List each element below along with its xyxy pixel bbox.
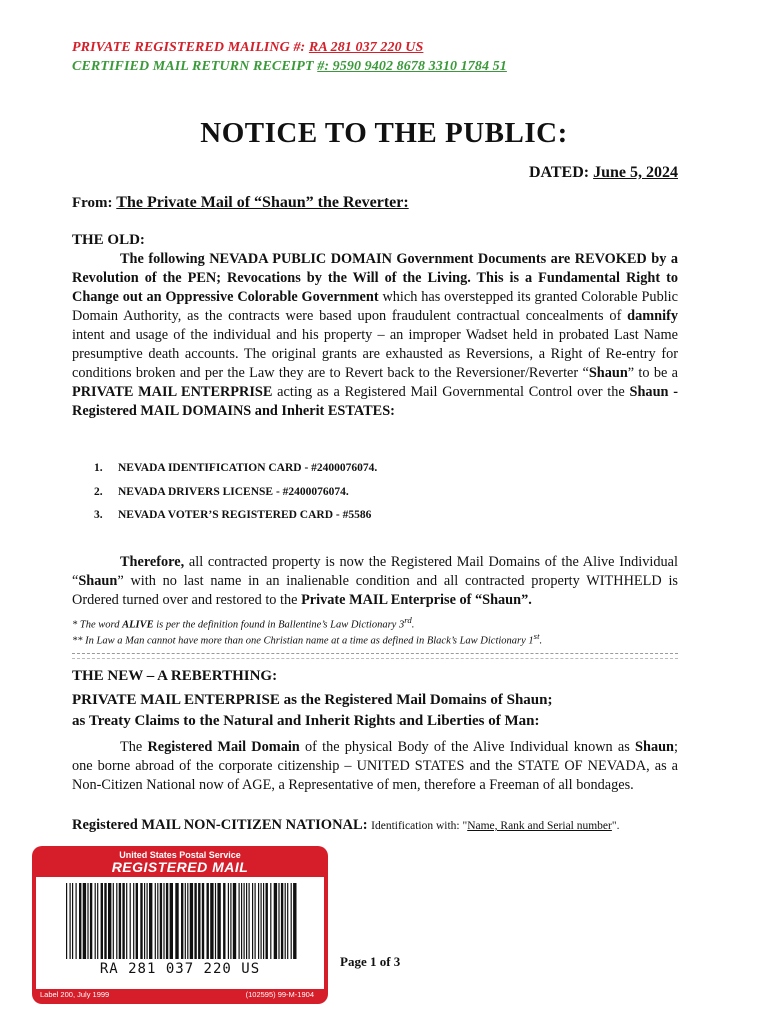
barcode-bar bbox=[122, 883, 124, 959]
old-paragraph-bold: The following NEVADA PUBLIC DOMAIN Government Documents are REVOKED by a Revolution of the PEN; Revocations by the Will of the Living. This is a Fundamental Right to Change out an Oppressive Colorable Government bbox=[72, 251, 678, 305]
barcode-bar bbox=[252, 883, 253, 959]
barcode-bar bbox=[244, 883, 245, 959]
old-paragraph-text-a: which has overstepped its granted Colorable Public Domain Authority, as the contracts were based upon fraudulent contractual concealments of bbox=[72, 289, 679, 324]
therefore-shaun: Shaun bbox=[78, 573, 118, 589]
barcode-bar bbox=[194, 883, 196, 959]
old-heading: THE OLD: bbox=[72, 232, 145, 248]
barcode-bar bbox=[266, 883, 268, 959]
barcode-bar bbox=[190, 883, 193, 959]
old-paragraph-text-d: acting as a Registered Mail Governmental Control over the bbox=[272, 384, 630, 400]
barcode-bar bbox=[101, 883, 103, 959]
barcode-bar bbox=[175, 883, 178, 959]
barcode-bar bbox=[261, 883, 262, 959]
barcode-bar bbox=[166, 883, 168, 959]
label-form-number: Label 200, July 1999 bbox=[40, 990, 110, 999]
barcode-bar bbox=[274, 883, 277, 959]
barcode-bar bbox=[287, 883, 288, 959]
barcode-bar bbox=[185, 883, 186, 959]
barcode-bar bbox=[210, 883, 213, 959]
barcode-bar bbox=[70, 883, 71, 959]
new-paragraph-text-c: ; one borne abroad of the corporate citizenship – UNITED STATES and the STATE OF NEVADA, as a Non-Citizen National now of AGE, a Representative of men, therefore a Freeman of all bondages. bbox=[72, 739, 678, 793]
barcode-bar bbox=[108, 883, 111, 959]
barcode-bar bbox=[147, 883, 148, 959]
barcode-bar bbox=[104, 883, 106, 959]
barcode-bar bbox=[72, 883, 73, 959]
barcode-bar bbox=[140, 883, 142, 959]
barcode-bar bbox=[239, 883, 240, 959]
barcode-bar bbox=[87, 883, 88, 959]
barcode-bar bbox=[181, 883, 183, 959]
registered-mail-label-title: REGISTERED MAIL bbox=[111, 859, 249, 875]
barcode-bar bbox=[215, 883, 216, 959]
barcode-bar bbox=[263, 883, 264, 959]
page-title: NOTICE TO THE PUBLIC: bbox=[200, 117, 568, 149]
list-item-number: 1. bbox=[94, 462, 103, 474]
barcode-bar bbox=[79, 883, 81, 959]
label-stock-number: (102595) 99-M-1904 bbox=[245, 990, 314, 999]
list-item-number: 2. bbox=[94, 485, 103, 498]
list-item bbox=[94, 486, 377, 510]
registered-mail-id-text: Identification with: " bbox=[371, 820, 468, 832]
old-paragraph-text-b: intent and usage of the individual and his property – an improper Wadset held in probated Last Name presumptive death accounts. The original grants are exhausted as Reversions, a Right of Re-entry for conditions broken and per the Law they are to Revert back to the Reversioner/Reverter “ bbox=[72, 327, 678, 381]
barcode-bar bbox=[113, 883, 114, 959]
list-item-text: NEVADA DRIVERS LICENSE - #2400076074. bbox=[118, 485, 349, 498]
barcode-bar bbox=[97, 883, 98, 959]
barcode-bar bbox=[207, 883, 209, 959]
dated-line bbox=[529, 164, 678, 182]
barcode-bar bbox=[83, 883, 86, 959]
from-name: The Private Mail of “Shaun” the Reverter: bbox=[116, 194, 409, 211]
certified-mail-line bbox=[72, 59, 507, 75]
barcode-bar bbox=[187, 883, 188, 959]
therefore-enterprise: Private MAIL Enterprise of “Shaun”. bbox=[301, 592, 532, 608]
therefore-text-a: all contracted property is now the Registered Mail Domains of the Alive Individual “ bbox=[72, 554, 678, 589]
barcode bbox=[66, 883, 298, 959]
registered-mail-identification bbox=[72, 817, 619, 834]
registered-mailing-label: PRIVATE REGISTERED MAILING #: bbox=[72, 40, 309, 55]
footnote-sup: st bbox=[533, 631, 540, 641]
barcode-bar bbox=[217, 883, 220, 959]
section-divider bbox=[72, 653, 678, 659]
usps-label-text: United States Postal Service bbox=[119, 850, 241, 860]
new-paragraph bbox=[72, 738, 678, 795]
registered-mailing-line bbox=[72, 40, 423, 56]
barcode-bar bbox=[255, 883, 256, 959]
barcode-bar bbox=[233, 883, 236, 959]
footnote-alive-word: ALIVE bbox=[122, 619, 154, 631]
registered-mailing-number: RA 281 037 220 US bbox=[308, 40, 424, 55]
from-label: From: bbox=[72, 195, 113, 211]
new-paragraph-text-a: The bbox=[120, 739, 148, 755]
barcode-bar bbox=[228, 883, 229, 959]
barcode-bar bbox=[293, 883, 296, 959]
barcode-bar bbox=[163, 883, 164, 959]
barcode-bar bbox=[198, 883, 200, 959]
footnote-sup: rd bbox=[404, 615, 412, 625]
barcode-bar bbox=[149, 883, 152, 959]
barcode-bar bbox=[223, 883, 225, 959]
footnote-text: is per the definition found in Ballentine’s Law Dictionary 3 bbox=[153, 619, 405, 631]
barcode-bar bbox=[116, 883, 117, 959]
barcode-bar bbox=[136, 883, 138, 959]
barcode-bar bbox=[133, 883, 134, 959]
registered-mail-label bbox=[32, 846, 328, 1004]
old-paragraph-shaun: Shaun bbox=[588, 365, 628, 381]
barcode-bar bbox=[157, 883, 158, 959]
footnote-text: . bbox=[539, 635, 543, 647]
barcode-bar bbox=[285, 883, 286, 959]
old-paragraph-damnify: damnify bbox=[627, 308, 678, 324]
old-paragraph-enterprise: PRIVATE MAIL ENTERPRISE bbox=[72, 384, 273, 400]
old-paragraph-text-c: ” to be a bbox=[627, 365, 679, 381]
certified-mail-label: CERTIFIED MAIL RETURN RECEIPT bbox=[72, 59, 318, 74]
therefore-text-b: ” with no last name in an inalienable condition and all contracted property WITHHELD is Ordered turned over and restored to the bbox=[72, 573, 678, 608]
footnote-text: . bbox=[411, 619, 415, 631]
barcode-bar bbox=[155, 883, 156, 959]
footnote-alive bbox=[72, 615, 414, 631]
barcode-bar bbox=[160, 883, 162, 959]
barcode-bar bbox=[144, 883, 145, 959]
footnote-text: ** In Law a Man cannot have more than one Christian name at a time as defined in Black’s Law Dictionary 1 bbox=[72, 635, 534, 647]
new-subheading-2: as Treaty Claims to the Natural and Inherit Rights and Liberties of Man: bbox=[72, 713, 540, 729]
barcode-bar bbox=[126, 883, 127, 959]
new-paragraph-domain: Registered Mail Domain bbox=[147, 739, 300, 755]
new-paragraph-text-b: of the physical Body of the Alive Individual known as bbox=[299, 739, 636, 755]
barcode-bar bbox=[76, 883, 77, 959]
barcode-number: RA 281 037 220 US bbox=[99, 961, 261, 977]
barcode-bar bbox=[278, 883, 279, 959]
revoked-documents-list bbox=[94, 462, 377, 533]
dated-label: DATED: bbox=[528, 164, 590, 181]
footnote-christian-name bbox=[72, 631, 542, 647]
registered-mail-id-underlined: Name, Rank and Serial number bbox=[467, 820, 612, 832]
registered-mail-id-end: ". bbox=[611, 820, 620, 832]
barcode-bar bbox=[119, 883, 121, 959]
barcode-bar bbox=[95, 883, 96, 959]
list-item-text: NEVADA IDENTIFICATION CARD - #2400076074. bbox=[118, 462, 378, 474]
footnote-text: * The word bbox=[72, 619, 123, 631]
barcode-bar bbox=[246, 883, 247, 959]
barcode-bar bbox=[241, 883, 242, 959]
new-paragraph-shaun: Shaun bbox=[635, 739, 675, 755]
barcode-bar bbox=[230, 883, 231, 959]
dated-date: June 5, 2024 bbox=[593, 164, 678, 181]
list-item bbox=[94, 462, 377, 486]
from-line bbox=[72, 194, 409, 212]
page-number: Page 1 of 3 bbox=[340, 954, 401, 969]
barcode-bar bbox=[130, 883, 131, 959]
list-item bbox=[94, 509, 377, 533]
barcode-bar bbox=[170, 883, 173, 959]
barcode-bar bbox=[202, 883, 204, 959]
list-item-number: 3. bbox=[94, 509, 103, 521]
therefore-paragraph bbox=[72, 553, 678, 610]
new-heading: THE NEW – A REBERTHING: bbox=[72, 668, 278, 684]
barcode-bar bbox=[258, 883, 259, 959]
old-paragraph-estates: Shaun - Registered MAIL DOMAINS and Inherit ESTATES: bbox=[72, 384, 678, 419]
barcode-bar bbox=[90, 883, 92, 959]
barcode-bar bbox=[291, 883, 292, 959]
barcode-bar bbox=[66, 883, 67, 959]
barcode-bar bbox=[281, 883, 283, 959]
old-paragraph bbox=[72, 250, 678, 421]
barcode-bar bbox=[270, 883, 271, 959]
barcode-bar bbox=[249, 883, 250, 959]
certified-mail-number: #: 9590 9402 8678 3310 1784 51 bbox=[317, 59, 507, 74]
list-item-text: NEVADA VOTER’S REGISTERED CARD - #5586 bbox=[118, 509, 372, 521]
therefore-lead: Therefore, bbox=[120, 554, 185, 570]
registered-mail-id-colon: : bbox=[362, 817, 372, 833]
barcode-panel bbox=[36, 877, 324, 989]
registered-mail-id-label: Registered MAIL NON-CITIZEN NATIONAL bbox=[72, 817, 363, 833]
new-subheading-1: PRIVATE MAIL ENTERPRISE as the Registered Mail Domains of Shaun; bbox=[72, 692, 553, 708]
